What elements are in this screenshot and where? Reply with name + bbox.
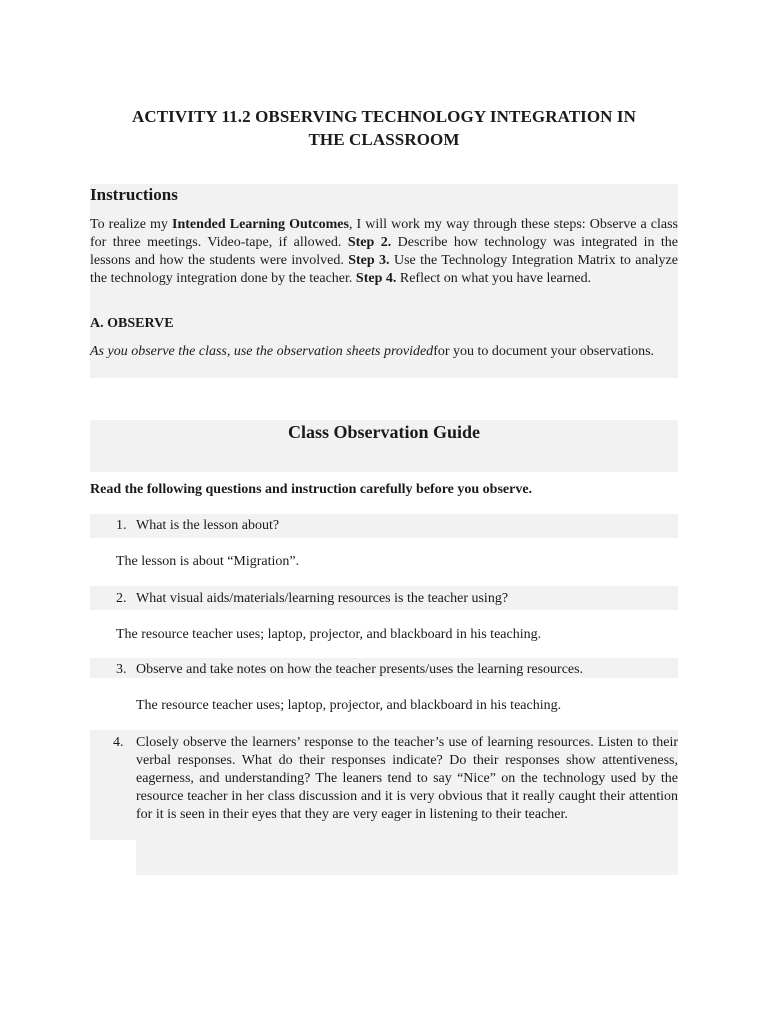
- q2-text: What visual aids/materials/learning resources is the teacher using?: [136, 591, 509, 606]
- q3-answer: The resource teacher uses; laptop, projector, and blackboard in his teaching.: [136, 698, 562, 713]
- instr-bold-3: Step 3.: [348, 253, 390, 268]
- q3-number: 3.: [116, 662, 127, 677]
- instr-bold-2: Step 2.: [347, 235, 392, 250]
- observe-paragraph: [90, 343, 678, 361]
- section-a-label: A. OBSERVE: [90, 316, 174, 331]
- guide-title: Class Observation Guide: [287, 422, 481, 442]
- observe-rest: for you to document your observations.: [433, 344, 655, 359]
- q2-answer: The resource teacher uses; laptop, projector, and blackboard in his teaching.: [116, 627, 542, 642]
- instructions-heading-shade: [90, 184, 678, 208]
- q1-number: 1.: [116, 518, 127, 533]
- title-line-2: THE CLASSROOM: [308, 130, 460, 149]
- instr-text-3: Describe how technology was integrated in the lessons and how the students were involved.: [90, 235, 678, 268]
- instr-bold-4: Step 4.: [355, 271, 397, 286]
- q4-text: Closely observe the learners’ response to the teacher’s use of learning resources. Listen to their verbal responses. What do their responses indicate? Do their responses show attentiveness, eagerness, and understanding? The leaners tend to say “Nice” on the technology used by the resource teacher in her class discussion and it is very obvious that it really caught their attention for it is seen in their eyes that they are very eager in listening to their teacher.: [136, 735, 678, 822]
- observe-italic: As you observe the class, use the observation sheets provided: [90, 344, 434, 359]
- q2-number: 2.: [116, 591, 127, 606]
- q1-answer: The lesson is about “Migration”.: [116, 554, 300, 569]
- instr-text-5: Reflect on what you have learned.: [396, 271, 592, 286]
- read-instruction: Read the following questions and instruction carefully before you observe.: [90, 482, 533, 497]
- instr-bold-1: Intended Learning Outcomes: [172, 217, 349, 232]
- instructions-paragraph: [90, 216, 678, 288]
- instructions-heading: Instructions: [90, 185, 178, 204]
- q4-number: 4.: [113, 735, 124, 750]
- instr-text-4: Use the Technology Integration Matrix to analyze the technology integration done by the teacher.: [90, 253, 678, 286]
- q3-text: Observe and take notes on how the teacher presents/uses the learning resources.: [136, 662, 584, 677]
- title-line-1: ACTIVITY 11.2 OBSERVING TECHNOLOGY INTEGRATION IN: [131, 107, 636, 126]
- q1-text: What is the lesson about?: [136, 518, 280, 533]
- page-title: [90, 105, 678, 151]
- instr-text-1: To realize my: [90, 217, 172, 232]
- instr-text-2: , I will work my way through these steps: Observe a class for three meetings. Video-tape, if allowed.: [90, 217, 679, 250]
